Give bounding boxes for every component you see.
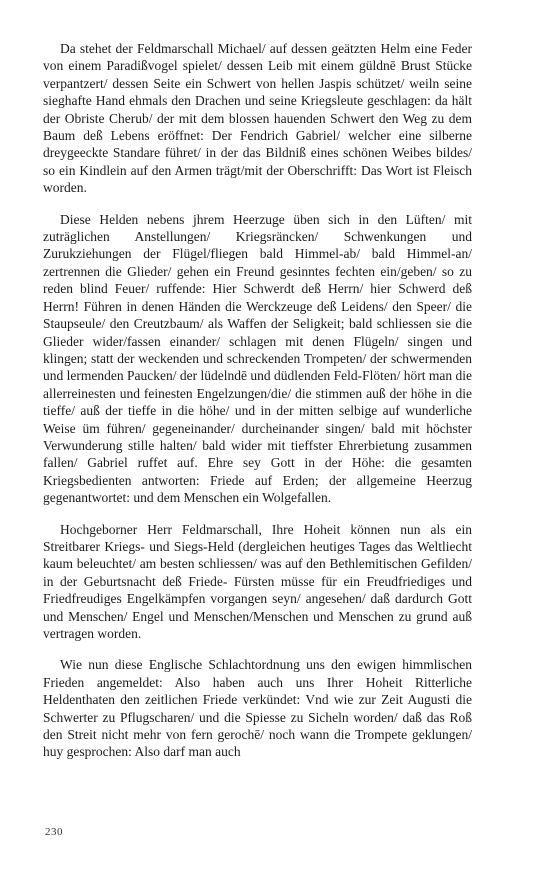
paragraph-3: Hochgeborner Herr Feldmarschall, Ihre Hoheit können nun als ein Streitbarer Kriegs- und Siegs-Held (dergleichen heutiges Tages das Weltliecht kaum beleuchtet/ am besten schliessen/ was auf den Bethlemitischen Gefilden/ in der Geburtsnacht deß Friede- Fürsten müsse für ein Freudfriediges und Friedfreudiges Engelkämpfen vorgangen seyn/ angesehen/ daß dardurch Gott und Menschen/ Engel und Menschen/Menschen und Menschen zu grund auß vertragen worden. (43, 521, 472, 641)
page-number: 230 (45, 826, 63, 838)
paragraph-2: Diese Helden nebens jhrem Heerzuge üben sich in den Lüften/ mit zuträglichen Anstellungen/ Kriegsräncken/ Schwenkungen und Zurukziehungen der Flügel/fliegen bald Himmel-ab/ bald Himmel-an/ zertrennen die Glieder/ gehen ein Freund gesinntes fechten ein/geben/ so zu reden blind Feuer/ ruffende: Hier Schwerdt deß Herrn/ hier Schwerd deß Herrn! Führen in denen Händen die Werckzeuge deß Leidens/ den Speer/ die Staupseule/ den Creutzbaum/ als Waffen der Seligkeit; bald schliessen sie die Glieder wider/fassen einander/ schlagen mit denen Flügeln/ singen und klingen; statt der weckenden und schreckenden Trompeten/ der schwermenden und lermenden Paucken/ der lüdelndē und düdlenden Feld-Flöten/ hört man die allerreinesten und feinesten Engelzungen/die/ die stimmen auß der höhe in die tieffe/ auß der tieffe in die höhe/ und in der mitten selbige auf wunderliche Weise üm führen/ gegeneinander/ durcheinander singen/ bald mit höchster Verwunderung stille halten/ bald wider mit tieffster Ehrerbietung zusammen fallen/ Gabriel ruffet auf. Ehre sey Gott in der Höhe: die gesamten Kriegsbedienten antworten: Friede auf Erden; der allgemeine Heerzug gegenantwortet: und dem Menschen ein Wolgefallen. (43, 211, 472, 506)
page-body (43, 40, 472, 775)
paragraph-4: Wie nun diese Englische Schlachtordnung uns den ewigen himmlischen Frieden angemeldet: Also haben auch uns Ihrer Hoheit Ritterliche Heldenthaten den zeitlichen Friede verkündet: Vnd wie zur Zeit Augusti die Schwerter zu Pflugscharen/ und die Spiesse zu Sicheln worden/ daß das Roß den Streit nicht mehr von fern gerochē/ noch wann die Trompete geklungen/ huy gesprochen: Also darf man auch (43, 657, 472, 760)
paragraph-1: Da stehet der Feldmarschall Michael/ auf dessen geätzten Helm eine Feder von einem Paradißvogel spielet/ dessen Leib mit einem güldnē Brust Stücke verpantzert/ dessen Seite ein Schwert von hellen Jaspis schützet/ weiln seine sieghafte Hand ehmals den Drachen und seine Kriegsleute geschlagen: da hält der Obriste Cherub/ der mit dem blossen hauenden Schwert den Weg zu dem Baum deß Lebens eröffnet: Der Fendrich Gabriel/ welcher eine silberne dreygeeckte Standare führet/ in der das Bildniß eines schönen Weibes bildes/ so ein Kindlein auf den Armen trägt/mit der Oberschrifft: Das Wort ist Fleisch worden. (43, 41, 472, 196)
